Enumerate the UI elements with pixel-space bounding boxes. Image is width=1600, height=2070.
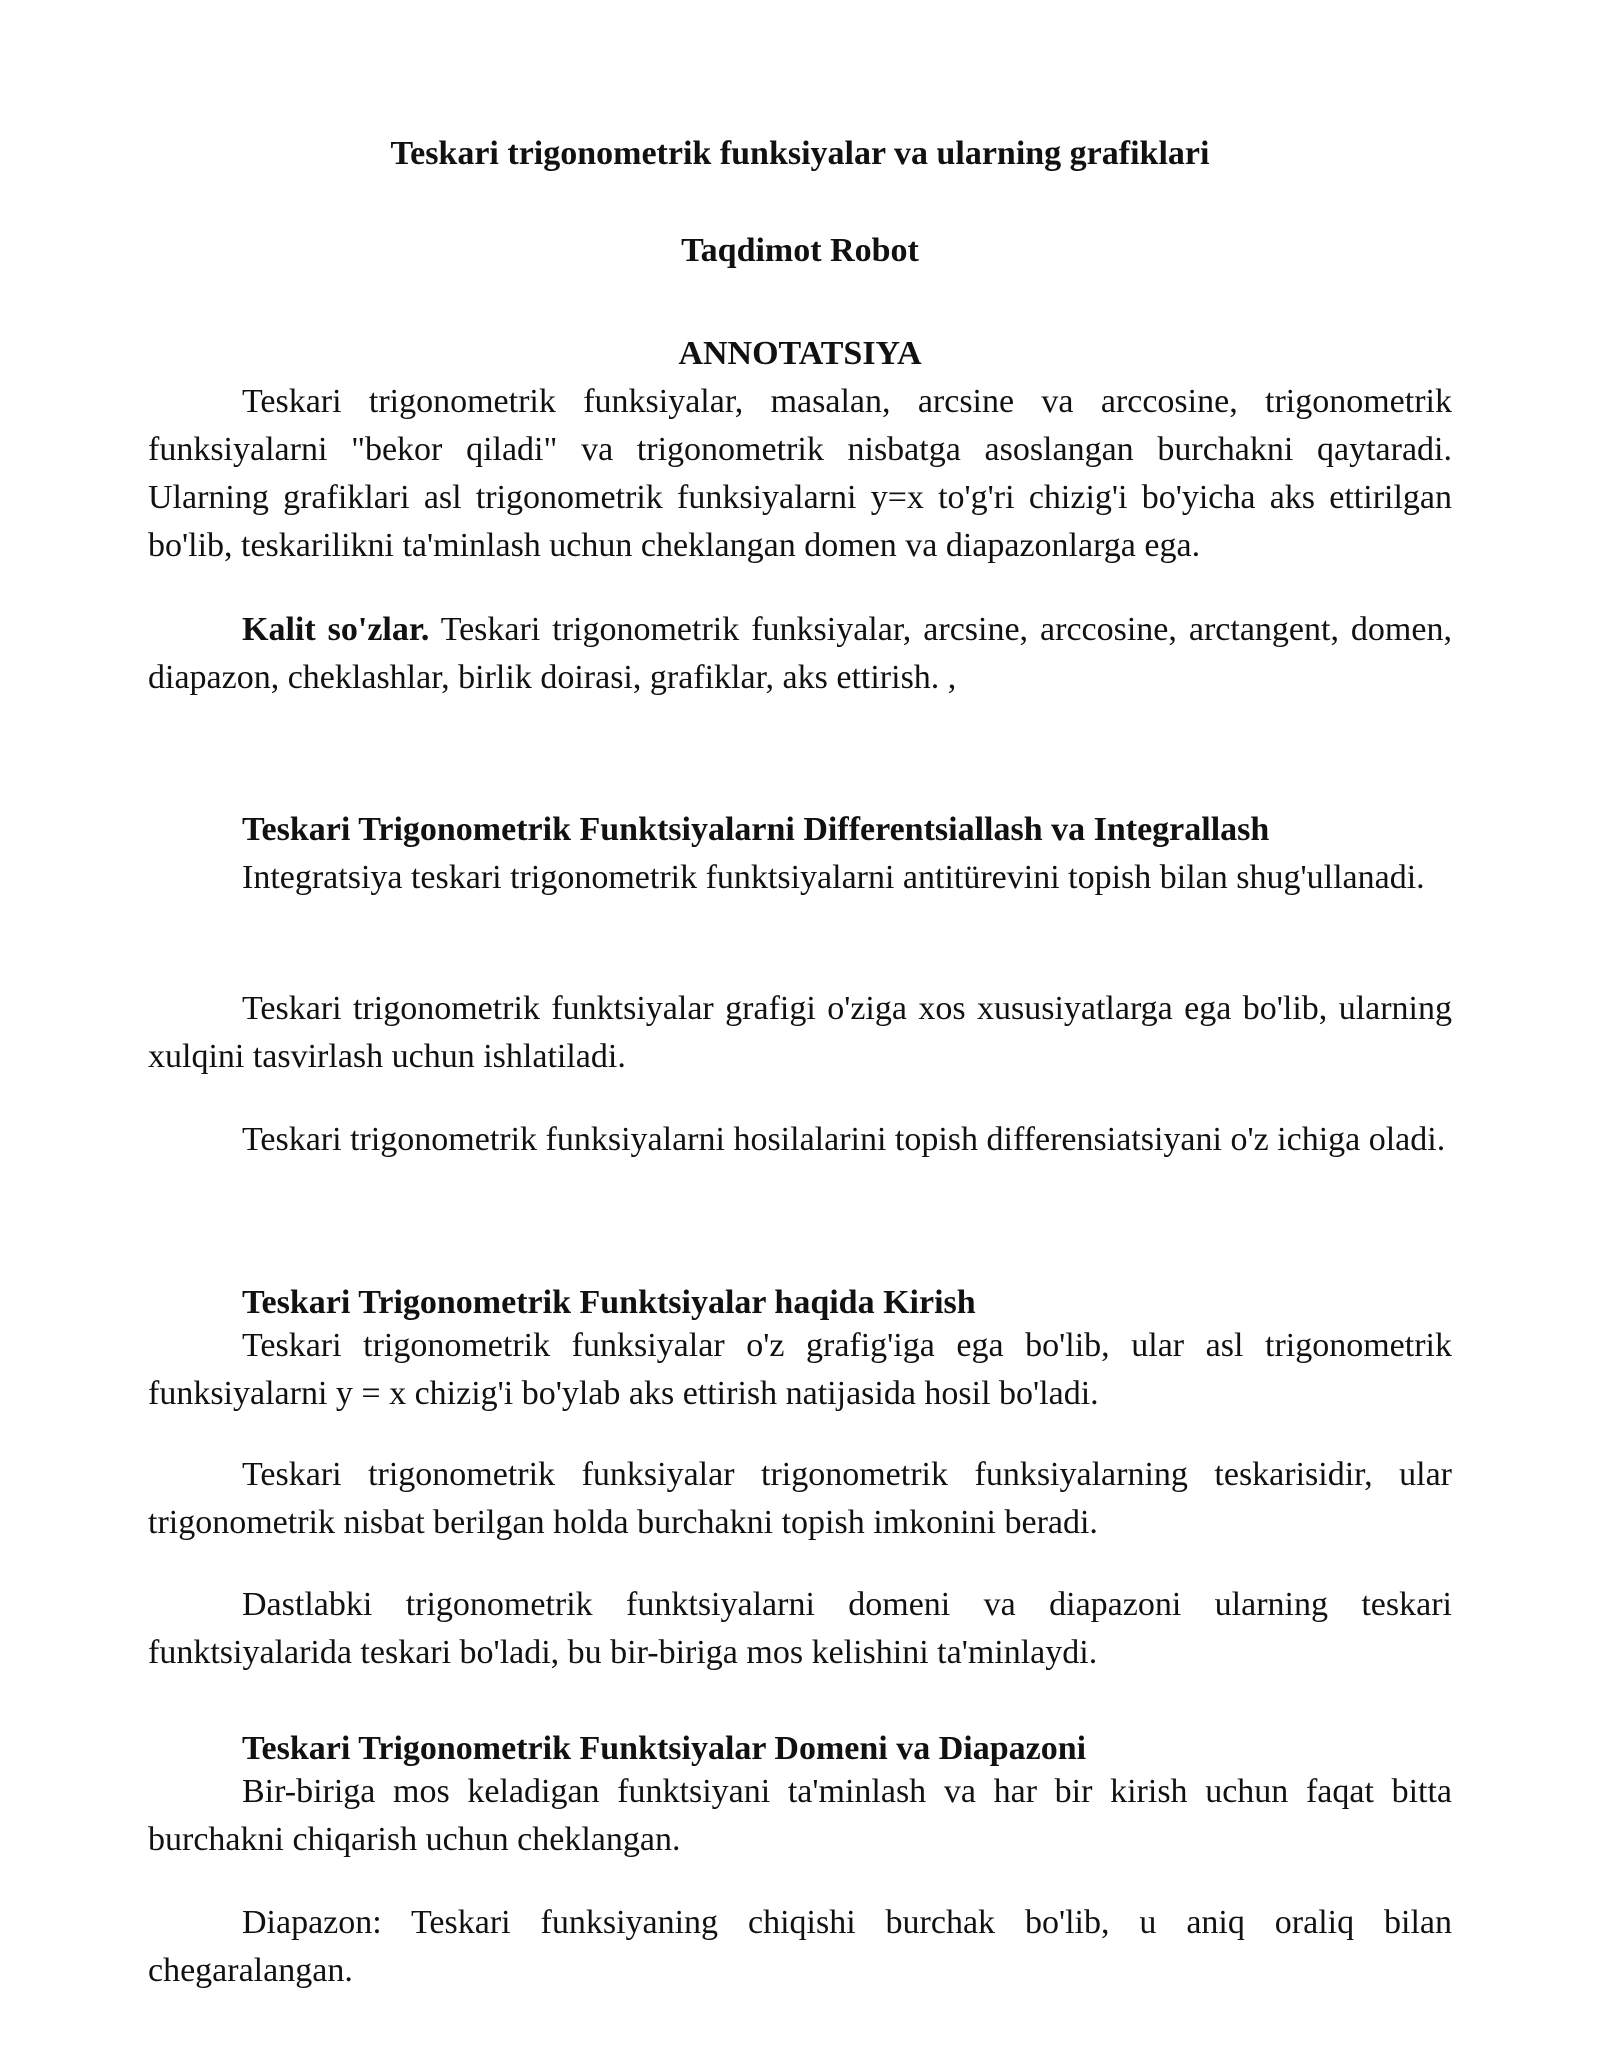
- keywords-text: Teskari trigonometrik funksiyalar, arcsine, arccosine, arctangent, domen, diapazon, cheklashlar, birlik doirasi, grafiklar, aks ettirish. ,: [148, 611, 1452, 696]
- document-title: Teskari trigonometrik funksiyalar va ularning grafiklari: [390, 135, 1210, 172]
- section-heading-introduction: Teskari Trigonometrik Funktsiyalar haqida Kirish: [242, 1284, 976, 1321]
- section-1-paragraph-2: Teskari trigonometrik funktsiyalar grafigi o'ziga xos xususiyatlarga ega bo'lib, ularning xulqini tasvirlash uchun ishlatiladi.: [148, 990, 1452, 1075]
- keywords-paragraph: [148, 606, 1452, 702]
- section-2-paragraph-2: Teskari trigonometrik funksiyalar trigonometrik funksiyalarning teskarisidir, ular trigonometrik nisbat berilgan holda burchakni topish imkonini beradi.: [148, 1456, 1452, 1541]
- section-3-paragraph-2: Diapazon: Teskari funksiyaning chiqishi burchak bo'lib, u aniq oraliq bilan chegaralangan.: [148, 1904, 1452, 1989]
- section-2-paragraph-1: Teskari trigonometrik funksiyalar o'z grafig'iga ega bo'lib, ular asl trigonometrik funksiyalarni y = x chizig'i bo'ylab aks ettirish natijasida hosil bo'ladi.: [148, 1327, 1452, 1412]
- section-3-paragraph-1: Bir-biriga mos keladigan funktsiyani ta'minlash va har bir kirish uchun faqat bitta burchakni chiqarish uchun cheklangan.: [148, 1773, 1452, 1858]
- section-heading-domain-range: Teskari Trigonometrik Funktsiyalar Domeni va Diapazoni: [242, 1730, 1087, 1767]
- section-2-paragraph-3: Dastlabki trigonometrik funktsiyalarni domeni va diapazoni ularning teskari funktsiyalarida teskari bo'ladi, bu bir-biriga mos kelishini ta'minlaydi.: [148, 1586, 1452, 1671]
- abstract-heading: ANNOTATSIYA: [678, 335, 922, 372]
- section-1-paragraph-1: Integratsiya teskari trigonometrik funktsiyalarni antitürevini topish bilan shug'ullanadi.: [242, 859, 1425, 896]
- section-heading-differentiation: Teskari Trigonometrik Funktsiyalarni Differentsiallash va Integrallash: [242, 811, 1270, 848]
- abstract-text: Teskari trigonometrik funksiyalar, masalan, arcsine va arccosine, trigonometrik funksiyalarni "bekor qiladi" va trigonometrik nisbatga asoslangan burchakni qaytaradi. Ularning grafiklari asl trigonometrik funksiyalarni y=x to'g'ri chizig'i bo'yicha aks ettirilgan bo'lib, teskarilikni ta'minlash uchun cheklangan domen va diapazonlarga ega.: [148, 383, 1452, 564]
- keywords-label: Kalit so'zlar.: [242, 611, 430, 648]
- section-1-paragraph-3: Teskari trigonometrik funksiyalarni hosilalarini topish differensiatsiyani o'z ichiga oladi.: [242, 1121, 1446, 1158]
- document-author: Taqdimot Robot: [681, 232, 919, 269]
